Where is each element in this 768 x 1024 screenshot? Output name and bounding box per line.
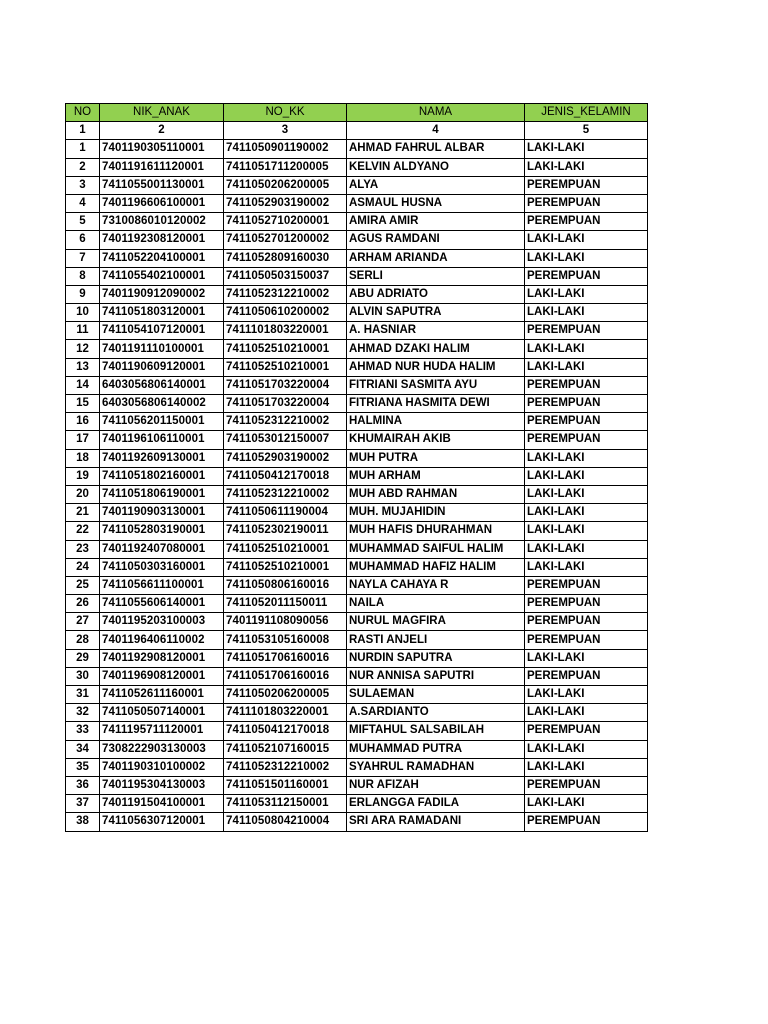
nik-anak-cell[interactable]: 7401192407080001	[100, 540, 224, 558]
index-cell[interactable]: 5	[525, 122, 648, 140]
nik-anak-cell[interactable]: 7401192308120001	[100, 231, 224, 249]
table-row	[66, 140, 648, 158]
no-kk-cell[interactable]: 7411101803220001	[224, 704, 347, 722]
no-kk-cell[interactable]: 7411052510210001	[224, 540, 347, 558]
nik-anak-cell[interactable]: 7401190903130001	[100, 504, 224, 522]
row-number-cell[interactable]: 33	[66, 722, 100, 740]
table-row	[66, 485, 648, 503]
table-row	[66, 776, 648, 794]
table-row	[66, 413, 648, 431]
row-number-cell[interactable]: 24	[66, 558, 100, 576]
row-number-cell[interactable]: 36	[66, 776, 100, 794]
row-number-cell[interactable]: 37	[66, 795, 100, 813]
table-row	[66, 376, 648, 394]
no-kk-cell[interactable]: 7401191108090056	[224, 613, 347, 631]
jenis-kelamin-cell[interactable]: LAKI-LAKI	[525, 158, 648, 176]
table-row	[66, 595, 648, 613]
no-kk-cell[interactable]: 7411052510210001	[224, 558, 347, 576]
table-row	[66, 758, 648, 776]
no-kk-cell[interactable]: 7411052510210001	[224, 340, 347, 358]
no-kk-cell[interactable]: 7411052312210002	[224, 758, 347, 776]
row-number-cell[interactable]: 17	[66, 431, 100, 449]
row-number-cell[interactable]: 12	[66, 340, 100, 358]
column-index-row	[66, 122, 648, 140]
table-row	[66, 704, 648, 722]
no-kk-cell[interactable]: 7411053105160008	[224, 631, 347, 649]
nik-anak-cell[interactable]: 6403056806140001	[100, 376, 224, 394]
no-kk-cell[interactable]: 7411052809160030	[224, 249, 347, 267]
table-row	[66, 322, 648, 340]
nik-anak-cell[interactable]: 7411051802160001	[100, 467, 224, 485]
table-row	[66, 249, 648, 267]
table-row	[66, 558, 648, 576]
no-kk-cell[interactable]: 7411101803220001	[224, 322, 347, 340]
jenis-kelamin-cell[interactable]: LAKI-LAKI	[525, 485, 648, 503]
row-number-cell[interactable]: 25	[66, 576, 100, 594]
nama-cell[interactable]: AHMAD FAHRUL ALBAR	[347, 140, 525, 158]
jenis-kelamin-cell[interactable]: LAKI-LAKI	[525, 467, 648, 485]
nama-cell[interactable]: FITRIANI SASMITA AYU	[347, 376, 525, 394]
nama-cell[interactable]: MUHAMMAD PUTRA	[347, 740, 525, 758]
row-number-cell[interactable]: 29	[66, 649, 100, 667]
nik-anak-cell[interactable]: 7401190609120001	[100, 358, 224, 376]
jenis-kelamin-cell[interactable]: PEREMPUAN	[525, 613, 648, 631]
nik-anak-cell[interactable]: 7401196908120001	[100, 667, 224, 685]
table-row	[66, 504, 648, 522]
nama-cell[interactable]: SRI ARA RAMADANI	[347, 813, 525, 831]
nama-cell[interactable]: FITRIANA HASMITA DEWI	[347, 395, 525, 413]
table-row	[66, 686, 648, 704]
row-number-cell[interactable]: 22	[66, 522, 100, 540]
row-number-cell[interactable]: 31	[66, 686, 100, 704]
nik-anak-cell[interactable]: 7411050303160001	[100, 558, 224, 576]
jenis-kelamin-cell[interactable]: LAKI-LAKI	[525, 285, 648, 303]
nik-anak-cell[interactable]: 7401192609130001	[100, 449, 224, 467]
nama-cell[interactable]: MUHAMMAD SAIFUL HALIM	[347, 540, 525, 558]
table-row	[66, 449, 648, 467]
row-number-cell[interactable]: 34	[66, 740, 100, 758]
jenis-kelamin-cell[interactable]: LAKI-LAKI	[525, 758, 648, 776]
nama-cell[interactable]: NURUL MAGFIRA	[347, 613, 525, 631]
jenis-kelamin-cell[interactable]: PEREMPUAN	[525, 722, 648, 740]
jenis-kelamin-cell[interactable]: LAKI-LAKI	[525, 140, 648, 158]
no-kk-cell[interactable]: 7411052701200002	[224, 231, 347, 249]
table-row	[66, 431, 648, 449]
no-kk-cell[interactable]: 7411052710200001	[224, 213, 347, 231]
header-no[interactable]: NO	[66, 104, 100, 122]
table-row	[66, 667, 648, 685]
table-row	[66, 395, 648, 413]
index-cell[interactable]: 3	[224, 122, 347, 140]
table-row	[66, 213, 648, 231]
jenis-kelamin-cell[interactable]: LAKI-LAKI	[525, 795, 648, 813]
jenis-kelamin-cell[interactable]: PEREMPUAN	[525, 194, 648, 212]
nama-cell[interactable]: MUH ABD RAHMAN	[347, 485, 525, 503]
index-cell[interactable]: 4	[347, 122, 525, 140]
no-kk-cell[interactable]: 7411051711200005	[224, 158, 347, 176]
jenis-kelamin-cell[interactable]: LAKI-LAKI	[525, 358, 648, 376]
nik-anak-cell[interactable]: 7308222903130003	[100, 740, 224, 758]
nik-anak-cell[interactable]: 7411051803120001	[100, 304, 224, 322]
no-kk-cell[interactable]: 7411050804210004	[224, 813, 347, 831]
no-kk-cell[interactable]: 7411050206200005	[224, 176, 347, 194]
nama-cell[interactable]: MUHAMMAD HAFIZ HALIM	[347, 558, 525, 576]
nik-anak-cell[interactable]: 7401192908120001	[100, 649, 224, 667]
table-row	[66, 740, 648, 758]
nama-cell[interactable]: NAYLA CAHAYA R	[347, 576, 525, 594]
nama-cell[interactable]: MIFTAHUL SALSABILAH	[347, 722, 525, 740]
jenis-kelamin-cell[interactable]: LAKI-LAKI	[525, 340, 648, 358]
nama-cell[interactable]: SERLI	[347, 267, 525, 285]
nama-cell[interactable]: NURDIN SAPUTRA	[347, 649, 525, 667]
nama-cell[interactable]: RASTI ANJELI	[347, 631, 525, 649]
nik-anak-cell[interactable]: 7411055402100001	[100, 267, 224, 285]
nik-anak-cell[interactable]: 7401195304130003	[100, 776, 224, 794]
table-row	[66, 722, 648, 740]
nik-anak-cell[interactable]: 7401191611120001	[100, 158, 224, 176]
no-kk-cell[interactable]: 7411051706160016	[224, 667, 347, 685]
table-row	[66, 194, 648, 212]
jenis-kelamin-cell[interactable]: LAKI-LAKI	[525, 304, 648, 322]
nama-cell[interactable]: NAILA	[347, 595, 525, 613]
nama-cell[interactable]: KHUMAIRAH AKIB	[347, 431, 525, 449]
nik-anak-cell[interactable]: 7411052204100001	[100, 249, 224, 267]
jenis-kelamin-cell[interactable]: LAKI-LAKI	[525, 231, 648, 249]
no-kk-cell[interactable]: 7411053112150001	[224, 795, 347, 813]
row-number-cell[interactable]: 32	[66, 704, 100, 722]
row-number-cell[interactable]: 19	[66, 467, 100, 485]
row-number-cell[interactable]: 2	[66, 158, 100, 176]
row-number-cell[interactable]: 15	[66, 395, 100, 413]
nik-anak-cell[interactable]: 7411051806190001	[100, 485, 224, 503]
header-row	[66, 104, 648, 122]
jenis-kelamin-cell[interactable]: PEREMPUAN	[525, 322, 648, 340]
row-number-cell[interactable]: 35	[66, 758, 100, 776]
jenis-kelamin-cell[interactable]: PEREMPUAN	[525, 431, 648, 449]
nik-anak-cell[interactable]: 7401191110100001	[100, 340, 224, 358]
nama-cell[interactable]: HALMINA	[347, 413, 525, 431]
row-number-cell[interactable]: 16	[66, 413, 100, 431]
no-kk-cell[interactable]: 7411052510210001	[224, 358, 347, 376]
nama-cell[interactable]: SULAEMAN	[347, 686, 525, 704]
no-kk-cell[interactable]: 7411052011150011	[224, 595, 347, 613]
nama-cell[interactable]: ERLANGGA FADILA	[347, 795, 525, 813]
header-nik-anak[interactable]: NIK_ANAK	[100, 104, 224, 122]
nik-anak-cell[interactable]: 7401190305110001	[100, 140, 224, 158]
nama-cell[interactable]: ARHAM ARIANDA	[347, 249, 525, 267]
nik-anak-cell[interactable]: 7401190912090002	[100, 285, 224, 303]
nik-anak-cell[interactable]: 7411052803190001	[100, 522, 224, 540]
no-kk-cell[interactable]: 7411050503150037	[224, 267, 347, 285]
jenis-kelamin-cell[interactable]: LAKI-LAKI	[525, 704, 648, 722]
no-kk-cell[interactable]: 7411052107160015	[224, 740, 347, 758]
table-row	[66, 813, 648, 831]
table-row	[66, 649, 648, 667]
no-kk-cell[interactable]: 7411052903190002	[224, 194, 347, 212]
no-kk-cell[interactable]: 7411052312210002	[224, 413, 347, 431]
row-number-cell[interactable]: 10	[66, 304, 100, 322]
nik-anak-cell[interactable]: 7411054107120001	[100, 322, 224, 340]
nik-anak-cell[interactable]: 7401196406110002	[100, 631, 224, 649]
nama-cell[interactable]: AHMAD NUR HUDA HALIM	[347, 358, 525, 376]
nama-cell[interactable]: ALYA	[347, 176, 525, 194]
row-number-cell[interactable]: 28	[66, 631, 100, 649]
nik-anak-cell[interactable]: 7411195711120001	[100, 722, 224, 740]
nik-anak-cell[interactable]: 7411056201150001	[100, 413, 224, 431]
row-number-cell[interactable]: 13	[66, 358, 100, 376]
jenis-kelamin-cell[interactable]: LAKI-LAKI	[525, 540, 648, 558]
table-row	[66, 340, 648, 358]
no-kk-cell[interactable]: 7411050610200002	[224, 304, 347, 322]
no-kk-cell[interactable]: 7411052312210002	[224, 485, 347, 503]
table-row	[66, 795, 648, 813]
table-row	[66, 358, 648, 376]
table-row	[66, 304, 648, 322]
nama-cell[interactable]: AHMAD DZAKI HALIM	[347, 340, 525, 358]
row-number-cell[interactable]: 21	[66, 504, 100, 522]
no-kk-cell[interactable]: 7411051703220004	[224, 395, 347, 413]
jenis-kelamin-cell[interactable]: LAKI-LAKI	[525, 504, 648, 522]
nama-cell[interactable]: A. HASNIAR	[347, 322, 525, 340]
jenis-kelamin-cell[interactable]: LAKI-LAKI	[525, 249, 648, 267]
jenis-kelamin-cell[interactable]: PEREMPUAN	[525, 376, 648, 394]
row-number-cell[interactable]: 20	[66, 485, 100, 503]
nama-cell[interactable]: KELVIN ALDYANO	[347, 158, 525, 176]
jenis-kelamin-cell[interactable]: PEREMPUAN	[525, 776, 648, 794]
nama-cell[interactable]: SYAHRUL RAMADHAN	[347, 758, 525, 776]
jenis-kelamin-cell[interactable]: PEREMPUAN	[525, 213, 648, 231]
row-number-cell[interactable]: 5	[66, 213, 100, 231]
nik-anak-cell[interactable]: 7401195203100003	[100, 613, 224, 631]
header-no-kk[interactable]: NO_KK	[224, 104, 347, 122]
nama-cell[interactable]: MUH PUTRA	[347, 449, 525, 467]
nik-anak-cell[interactable]: 6403056806140002	[100, 395, 224, 413]
no-kk-cell[interactable]: 7411052302190011	[224, 522, 347, 540]
jenis-kelamin-cell[interactable]: LAKI-LAKI	[525, 649, 648, 667]
nama-cell[interactable]: A.SARDIANTO	[347, 704, 525, 722]
table-row	[66, 267, 648, 285]
jenis-kelamin-cell[interactable]: LAKI-LAKI	[525, 686, 648, 704]
no-kk-cell[interactable]: 7411052903190002	[224, 449, 347, 467]
row-number-cell[interactable]: 1	[66, 140, 100, 158]
no-kk-cell[interactable]: 7411050901190002	[224, 140, 347, 158]
row-number-cell[interactable]: 18	[66, 449, 100, 467]
row-number-cell[interactable]: 3	[66, 176, 100, 194]
jenis-kelamin-cell[interactable]: PEREMPUAN	[525, 413, 648, 431]
jenis-kelamin-cell[interactable]: PEREMPUAN	[525, 395, 648, 413]
no-kk-cell[interactable]: 7411052312210002	[224, 285, 347, 303]
nik-anak-cell[interactable]: 7401196606100001	[100, 194, 224, 212]
nama-cell[interactable]: AMIRA AMIR	[347, 213, 525, 231]
row-number-cell[interactable]: 11	[66, 322, 100, 340]
row-number-cell[interactable]: 6	[66, 231, 100, 249]
nik-anak-cell[interactable]: 7310086010120002	[100, 213, 224, 231]
table-row	[66, 467, 648, 485]
no-kk-cell[interactable]: 7411051706160016	[224, 649, 347, 667]
nik-anak-cell[interactable]: 7411055001130001	[100, 176, 224, 194]
table-row	[66, 576, 648, 594]
nik-anak-cell[interactable]: 7411050507140001	[100, 704, 224, 722]
nik-anak-cell[interactable]: 7401191504100001	[100, 795, 224, 813]
row-number-cell[interactable]: 7	[66, 249, 100, 267]
nama-cell[interactable]: ABU ADRIATO	[347, 285, 525, 303]
header-nama[interactable]: NAMA	[347, 104, 525, 122]
jenis-kelamin-cell[interactable]: PEREMPUAN	[525, 176, 648, 194]
table-row	[66, 176, 648, 194]
nik-anak-cell[interactable]: 7411055606140001	[100, 595, 224, 613]
table-row	[66, 231, 648, 249]
no-kk-cell[interactable]: 7411050412170018	[224, 467, 347, 485]
jenis-kelamin-cell[interactable]: PEREMPUAN	[525, 595, 648, 613]
jenis-kelamin-cell[interactable]: PEREMPUAN	[525, 667, 648, 685]
spreadsheet	[65, 103, 648, 832]
jenis-kelamin-cell[interactable]: LAKI-LAKI	[525, 449, 648, 467]
nik-anak-cell[interactable]: 7411052611160001	[100, 686, 224, 704]
row-number-cell[interactable]: 30	[66, 667, 100, 685]
row-number-cell[interactable]: 38	[66, 813, 100, 831]
index-cell[interactable]: 2	[100, 122, 224, 140]
row-number-cell[interactable]: 8	[66, 267, 100, 285]
nama-cell[interactable]: ALVIN SAPUTRA	[347, 304, 525, 322]
nik-anak-cell[interactable]: 7411056611100001	[100, 576, 224, 594]
nik-anak-cell[interactable]: 7401196106110001	[100, 431, 224, 449]
table-row	[66, 158, 648, 176]
jenis-kelamin-cell[interactable]: LAKI-LAKI	[525, 522, 648, 540]
row-number-cell[interactable]: 9	[66, 285, 100, 303]
jenis-kelamin-cell[interactable]: PEREMPUAN	[525, 267, 648, 285]
row-number-cell[interactable]: 14	[66, 376, 100, 394]
nik-anak-cell[interactable]: 7411056307120001	[100, 813, 224, 831]
table-row	[66, 613, 648, 631]
no-kk-cell[interactable]: 7411050206200005	[224, 686, 347, 704]
nama-cell[interactable]: ASMAUL HUSNA	[347, 194, 525, 212]
no-kk-cell[interactable]: 7411051501160001	[224, 776, 347, 794]
table-row	[66, 631, 648, 649]
table-row	[66, 285, 648, 303]
row-number-cell[interactable]: 4	[66, 194, 100, 212]
table-row	[66, 540, 648, 558]
row-number-cell[interactable]: 26	[66, 595, 100, 613]
jenis-kelamin-cell[interactable]: LAKI-LAKI	[525, 558, 648, 576]
no-kk-cell[interactable]: 7411050806160016	[224, 576, 347, 594]
jenis-kelamin-cell[interactable]: PEREMPUAN	[525, 631, 648, 649]
nama-cell[interactable]: NUR AFIZAH	[347, 776, 525, 794]
nama-cell[interactable]: MUH. MUJAHIDIN	[347, 504, 525, 522]
data-table	[65, 103, 648, 832]
jenis-kelamin-cell[interactable]: PEREMPUAN	[525, 576, 648, 594]
table-body	[66, 140, 648, 831]
nama-cell[interactable]: MUH HAFIS DHURAHMAN	[347, 522, 525, 540]
row-number-cell[interactable]: 23	[66, 540, 100, 558]
jenis-kelamin-cell[interactable]: PEREMPUAN	[525, 813, 648, 831]
header-jenis-kelamin[interactable]: JENIS_KELAMIN	[525, 104, 648, 122]
nik-anak-cell[interactable]: 7401190310100002	[100, 758, 224, 776]
no-kk-cell[interactable]: 7411050412170018	[224, 722, 347, 740]
no-kk-cell[interactable]: 7411053012150007	[224, 431, 347, 449]
nama-cell[interactable]: MUH ARHAM	[347, 467, 525, 485]
index-cell[interactable]: 1	[66, 122, 100, 140]
no-kk-cell[interactable]: 7411051703220004	[224, 376, 347, 394]
no-kk-cell[interactable]: 7411050611190004	[224, 504, 347, 522]
nama-cell[interactable]: AGUS RAMDANI	[347, 231, 525, 249]
row-number-cell[interactable]: 27	[66, 613, 100, 631]
nama-cell[interactable]: NUR ANNISA SAPUTRI	[347, 667, 525, 685]
jenis-kelamin-cell[interactable]: LAKI-LAKI	[525, 740, 648, 758]
table-row	[66, 522, 648, 540]
